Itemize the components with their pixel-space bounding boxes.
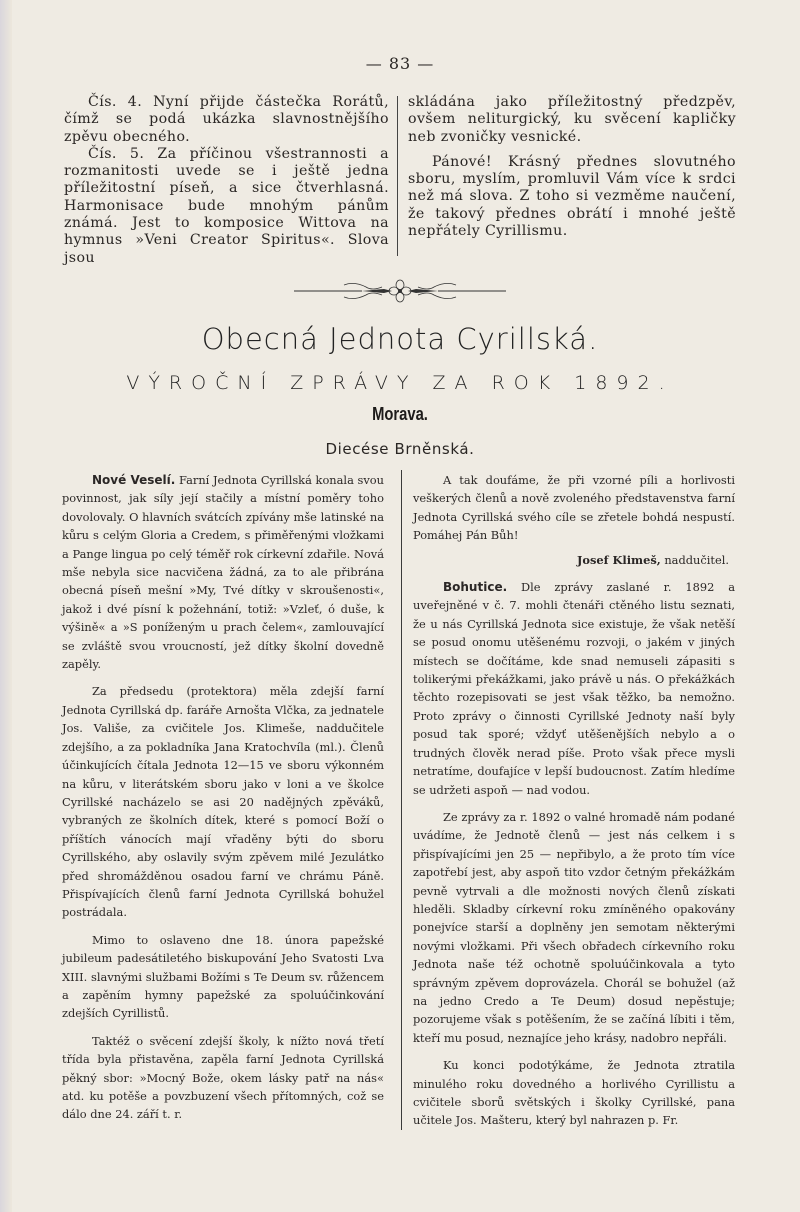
page-edge: [0, 0, 12, 1212]
place-name: Bohutice.: [443, 580, 508, 595]
right-column: [413, 471, 735, 1130]
paragraph: Čís. 4. Nyní přijde částečka Rorátů, čímž se podá ukázka slavnostnějšího zpěvu obecného.: [64, 94, 389, 145]
signature-name: Josef Klimeš,: [576, 552, 661, 567]
report-paragraph: Za předsedu (protektora) měla zdejší farní Jednota Cyrillská dp. faráře Arnošta Vlčka, za jednatele Jos. Vališe, za cvičitele Jos. Klimeše, naddučitele zdejšího, a za pokladníka Jana Kratochvíla (ml.). Členů účinkujících čítala Jednota 12—15 ve sboru výkonném na kůru, v literátském sboru jako v loni a ve školce Cyrillské nacházelo se asi 20 nadějných zpěváků, vybraných ze školních dítek, které s pomocí Boží o příštích vánocích mají vřaděny býti do sboru Cyrillského, aby oslavily svým zpěvem milé Jezulátko před shromážděnou osadou farní ve chrámu Páně. Přispívajících členů farní Jednota Cyrillská bohužel postrádala.: [62, 684, 384, 920]
report-paragraph: Mimo to oslaveno dne 18. února papežské jubileum padesátiletého biskupování Jeho Svatosti Lva XIII. slavnými službami Božími s Te Deum sv. růžencem a zapěním hymny papežské za spoluúčinkování zdejších Cyrillistů.: [62, 932, 384, 1021]
article-title: Obecná Jednota Cyrillská.: [201, 322, 599, 356]
signature: [413, 551, 735, 569]
paragraph: skládána jako příležitostný předzpěv, ovšem neliturgický, ku svěcení kapličky neb zvoničky vesnické.: [408, 94, 736, 145]
paragraph: Pánové! Krásný přednes slovutného sboru, myslím, promluvil Vám více k srdci než má slova. Z toho si vezměme naučení, že takový přednes obrátí i mnohé ještě nepřátely Cyrillismu.: [408, 153, 736, 240]
paragraph-text: Dle zprávy zaslané r. 1892 a uveřejněné v č. 7. mohli čtenáři ctěného listu seznati, že u nás Cyrillská Jednota sice existuje, že však netěší se posud onomu utěšenému rozvoji, o jakém v jiných místech se dočítáme, kde snad nemuseli zápasiti s tolikerými překážkami, jako právě u nás. O překážkách těchto rozepisovati se jest však těžko, ba nemožno. Proto zprávy o činnosti Cyrillské Jednoty naší byly posud tak sporé; vždyť utěšenějších nebylo a o trudných člověk nerad píše. Proto však přece mysli netratíme, doufajíce v lepší budoucnost. Zatím hledíme se udržeti aspoň — nad vodou.: [413, 580, 735, 797]
diocese-heading: Diecése Brněnská.: [325, 440, 475, 458]
top-left-column: [64, 94, 389, 267]
page-number: — 83 —: [365, 54, 435, 73]
fleuron-divider-icon: [292, 279, 508, 303]
article-subtitle: VÝROČNÍ ZPRÁVY ZA ROK 1892.: [126, 372, 674, 394]
paragraph: Čís. 5. Za příčinou všestrannosti a rozmanitosti uvede se i ještě jedna příležitostní píseň, a sice čtverhlasná. Harmonisace bude mnohým pánům známá. Jest to komposice Wittova na hymnus »Veni Creator Spiritus«. Slova jsou: [64, 145, 389, 266]
column-divider: [401, 470, 402, 1130]
signature-title: naddučitel.: [660, 552, 729, 567]
report-paragraph: Ku konci podotýkáme, že Jednota ztratila minulého roku dovedného a horlivého Cyrillistu a cvičitele sborů světských i školky Cyrillské, pana učitele Jos. Mašteru, který byl nahrazen p. Fr.: [413, 1058, 735, 1128]
paragraph-text: Farní Jednota Cyrillská konala svou povinnost, jak síly její stačily a místní poměry toho dovolovaly. O hlavních svátcích zpívány mše latinské na kůru s celým Gloria a Credem, s přiměřenými vložkami a Pange lingua po celý téměř rok církevní zdařile. Nová mše nebyla sice nacvičena žádná, za to ale přibrána obecná píseň mešní »My, Tvé dítky v skroušenosti«, jakož i dvé písní k požehnání, totiž: »Vzleť, ó duše, k výšině« a »S poníženým u prach čelem«, zamlouvající se zvláště svou vroucností, jež dítky školní dovedně zapěly.: [62, 473, 385, 672]
report-paragraph: Ze zprávy za r. 1892 o valné hromadě nám podané uvádíme, že Jednotě členů — jest nás celkem i s přispívajícími jen 25 — nepřibylo, a že proto tím více zapotřebí jest, aby aspoň tito vzdor četným překážkám pevně vytrvali a dle možnosti nových členů získati hleděli. Skladby církevní roku zmíněného opakovány ponejvíce starší a doplněny jen semotam některými novými vložkami. Při všech obřadech církevního roku Jednota naše též ochotně spoluúčinkovala a tyto správným zpěvem doprovázela. Chorál se bohužel (až na jedno Credo a Te Deum) dosud nepěstuje; pozorujeme však s potěšením, že se začíná líbiti i těm, kteří mu posud, neznajíce jeho krásy, nadobro nepřáli.: [413, 809, 735, 1045]
place-name: Nové Veselí.: [92, 473, 176, 487]
region-heading: Morava.: [372, 404, 428, 424]
report-paragraph: Taktéž o svěcení zdejší školy, k nížto nová třetí třída byla přistavěna, zapěla farní Jednota Cyrillská pěkný sbor: »Mocný Bože, okem lásky patř na nás« atd. ku potěše a povzbuzení všech přítomných, což se dálo dne 24. září t. r.: [62, 1033, 384, 1122]
column-divider: [397, 96, 398, 256]
top-right-column: [408, 94, 736, 240]
report-paragraph: [62, 471, 384, 673]
closing-paragraph: A tak doufáme, že při vzorné píli a horlivosti veškerých členů a nově zvoleného představenstva farní Jednota Cyrillská svého cíle se zřetele bohdá nespustí. Pomáhej Pán Bůh!: [413, 473, 735, 543]
left-column: [62, 471, 384, 1124]
report-paragraph: [413, 578, 735, 799]
